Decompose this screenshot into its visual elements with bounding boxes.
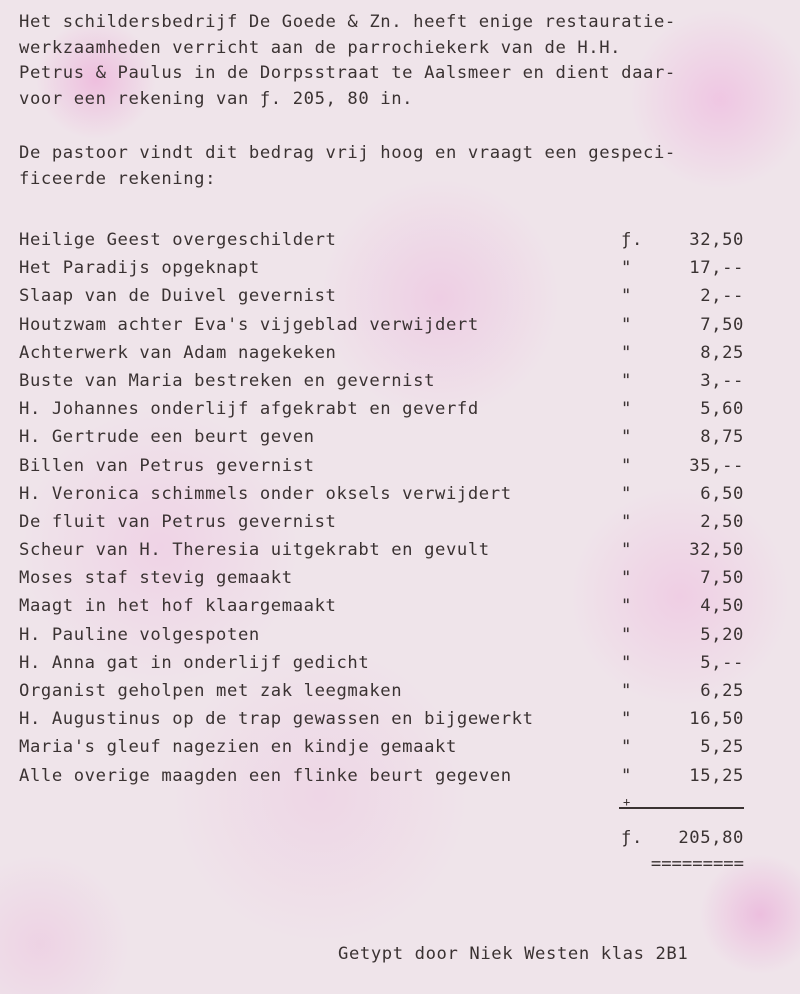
invoice-line-item xyxy=(19,311,744,339)
item-currency: " xyxy=(621,258,632,279)
total-amount: 205,80 xyxy=(678,827,744,848)
item-amount: 8,75 xyxy=(700,427,744,448)
item-amount: 15,25 xyxy=(689,765,744,786)
intro-paragraph-2 xyxy=(19,141,744,192)
item-description: H. Augustinus op de trap gewassen en bijgewerkt xyxy=(19,709,534,730)
invoice-line-item xyxy=(19,762,744,790)
item-currency: " xyxy=(621,568,632,589)
invoice-line-item xyxy=(19,508,744,536)
item-currency: " xyxy=(621,540,632,561)
total-row xyxy=(19,824,744,852)
item-description: Alle overige maagden een flinke beurt gegeven xyxy=(19,765,512,786)
typist-footer: Getypt door Niek Westen klas 2B1 xyxy=(338,944,689,964)
item-description: Organist geholpen met zak leegmaken xyxy=(19,681,403,701)
item-currency: " xyxy=(621,681,632,701)
total-rule xyxy=(19,794,744,824)
item-description: Maria's gleuf nagezien en kindje gemaakt xyxy=(19,737,457,758)
intro-paragraph-1 xyxy=(19,10,744,112)
double-rule-text: ========= xyxy=(650,853,744,874)
invoice-line-item xyxy=(19,649,744,677)
item-currency: " xyxy=(621,765,632,786)
item-currency: " xyxy=(621,370,632,391)
item-amount: 6,50 xyxy=(700,483,744,504)
intro-line: De pastoor vindt dit bedrag vrij hoog en vraagt een gespeci- xyxy=(19,143,676,163)
item-description: De fluit van Petrus gevernist xyxy=(19,511,337,532)
item-amount: 5,20 xyxy=(700,624,744,645)
item-amount: 32,50 xyxy=(689,230,744,250)
item-description: H. Johannes onderlijf afgekrabt en geverfd xyxy=(19,399,479,420)
invoice-line-item xyxy=(19,254,744,282)
invoice-line-item xyxy=(19,452,744,480)
item-description: Het Paradijs opgeknapt xyxy=(19,258,260,279)
item-currency: " xyxy=(621,596,632,617)
item-description: H. Veronica schimmels onder oksels verwijdert xyxy=(19,483,512,504)
item-currency: " xyxy=(621,286,632,307)
item-currency: " xyxy=(621,652,632,673)
item-amount: 5,-- xyxy=(700,652,744,673)
item-description: Achterwerk van Adam nagekeken xyxy=(19,342,337,363)
item-amount: 2,-- xyxy=(700,286,744,307)
item-description: H. Gertrude een beurt geven xyxy=(19,427,315,448)
intro-line: werkzaamheden verricht aan de parrochiekerk van de H.H. xyxy=(19,37,622,58)
invoice-line-item xyxy=(19,705,744,733)
item-amount: 5,60 xyxy=(700,399,744,420)
item-amount: 7,50 xyxy=(700,568,744,589)
item-currency: " xyxy=(621,455,632,476)
item-description: Billen van Petrus gevernist xyxy=(19,455,315,476)
item-amount: 2,50 xyxy=(700,511,744,532)
item-amount: 35,-- xyxy=(689,455,744,476)
invoice-line-item xyxy=(19,282,744,310)
invoice-line-item xyxy=(19,733,744,761)
item-description: Slaap van de Duivel gevernist xyxy=(19,286,337,307)
item-amount: 8,25 xyxy=(700,342,744,363)
item-description: Buste van Maria bestreken en gevernist xyxy=(19,370,436,391)
item-amount: 7,50 xyxy=(700,314,744,335)
item-currency: " xyxy=(621,483,632,504)
item-currency: " xyxy=(621,737,632,758)
invoice-line-item xyxy=(19,564,744,592)
intro-line: voor een rekening van ƒ. 205, 80 in. xyxy=(19,88,414,109)
invoice-line-item xyxy=(19,423,744,451)
item-amount: 16,50 xyxy=(689,709,744,730)
item-amount: 5,25 xyxy=(700,737,744,758)
item-description: Scheur van H. Theresia uitgekrabt en gevult xyxy=(19,540,490,561)
intro-line: Petrus & Paulus in de Dorpsstraat te Aalsmeer en dient daar- xyxy=(19,63,676,83)
intro-text xyxy=(19,10,744,192)
item-amount: 32,50 xyxy=(689,540,744,561)
invoice-document xyxy=(19,10,744,876)
item-description: Moses staf stevig gemaakt xyxy=(19,568,293,589)
item-amount: 17,-- xyxy=(689,258,744,279)
item-currency: " xyxy=(621,709,632,730)
intro-line: ficeerde rekening: xyxy=(19,168,217,189)
item-description: Maagt in het hof klaargemaakt xyxy=(19,596,337,617)
item-description: Heilige Geest overgeschildert xyxy=(19,230,337,250)
item-amount: 6,25 xyxy=(700,681,744,701)
invoice-line-item xyxy=(19,395,744,423)
item-currency: " xyxy=(621,342,632,363)
item-currency: " xyxy=(621,624,632,645)
item-description: H. Anna gat in onderlijf gedicht xyxy=(19,652,370,673)
item-currency: ƒ. xyxy=(621,230,643,250)
item-currency: " xyxy=(621,427,632,448)
invoice-line-item xyxy=(19,592,744,620)
intro-line: Het schildersbedrijf De Goede & Zn. heeft enige restauratie- xyxy=(19,12,676,32)
plus-sign: + xyxy=(623,794,631,809)
invoice-line-item xyxy=(19,226,744,254)
double-rule xyxy=(19,852,744,876)
item-description: Houtzwam achter Eva's vijgeblad verwijdert xyxy=(19,314,479,335)
item-currency: " xyxy=(621,314,632,335)
invoice-line-item xyxy=(19,536,744,564)
item-currency: " xyxy=(621,511,632,532)
invoice-line-item xyxy=(19,677,744,705)
item-amount: 3,-- xyxy=(700,370,744,391)
itemized-list xyxy=(19,226,744,790)
total-currency: ƒ. xyxy=(621,827,643,848)
invoice-line-item xyxy=(19,367,744,395)
item-amount: 4,50 xyxy=(700,596,744,617)
item-currency: " xyxy=(621,399,632,420)
item-description: H. Pauline volgespoten xyxy=(19,624,260,645)
sum-line xyxy=(619,807,744,809)
invoice-line-item xyxy=(19,621,744,649)
invoice-line-item xyxy=(19,480,744,508)
invoice-line-item xyxy=(19,339,744,367)
